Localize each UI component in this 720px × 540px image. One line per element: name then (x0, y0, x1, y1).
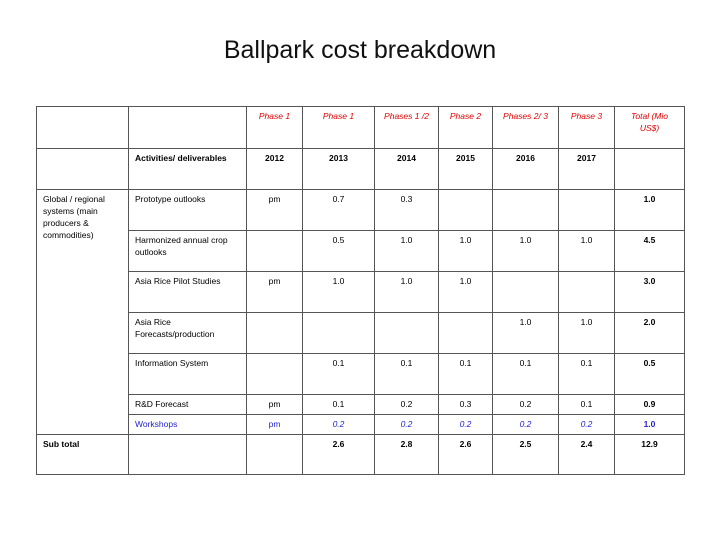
value-cell: 0.2 (439, 415, 493, 435)
value-cell: 0.2 (493, 395, 559, 415)
value-cell: 1.0 (303, 272, 375, 313)
subtotal-cell (247, 435, 303, 475)
value-cell: 0.1 (493, 354, 559, 395)
phase-header: Phases 2/ 3 (493, 107, 559, 149)
subtotal-cell: 2.4 (559, 435, 615, 475)
value-cell (559, 272, 615, 313)
value-cell: 0.1 (375, 354, 439, 395)
year-header: 2016 (493, 149, 559, 190)
activities-header: Activities/ deliverables (129, 149, 247, 190)
value-cell (493, 272, 559, 313)
subtotal-cell: 2.8 (375, 435, 439, 475)
value-cell: 0.1 (303, 395, 375, 415)
year-header: 2014 (375, 149, 439, 190)
table-row (37, 231, 685, 272)
phase-header-row (37, 107, 685, 149)
value-cell: pm (247, 190, 303, 231)
subtotal-total-cell: 12.9 (615, 435, 685, 475)
total-cell: 0.9 (615, 395, 685, 415)
total-cell: 1.0 (615, 415, 685, 435)
phase-header: Phase 1 (303, 107, 375, 149)
activity-cell: R&D Forecast (129, 395, 247, 415)
value-cell: pm (247, 395, 303, 415)
value-cell: 0.2 (303, 415, 375, 435)
value-cell: 1.0 (439, 272, 493, 313)
empty-cell (37, 107, 129, 149)
phase-header: Phase 1 (247, 107, 303, 149)
year-header (615, 149, 685, 190)
total-cell: 0.5 (615, 354, 685, 395)
phase-header: Phase 3 (559, 107, 615, 149)
activity-cell: Prototype outlooks (129, 190, 247, 231)
value-cell: 0.5 (303, 231, 375, 272)
value-cell: 0.2 (375, 415, 439, 435)
value-cell: 1.0 (559, 231, 615, 272)
total-header: Total (Mio US$) (615, 107, 685, 149)
value-cell: 0.3 (375, 190, 439, 231)
value-cell: 0.2 (375, 395, 439, 415)
activity-cell: Asia Rice Forecasts/production (129, 313, 247, 354)
value-cell: 0.7 (303, 190, 375, 231)
phase-header: Phases 1 /2 (375, 107, 439, 149)
year-header: 2017 (559, 149, 615, 190)
table-row (37, 190, 685, 231)
value-cell (559, 190, 615, 231)
table-row (37, 415, 685, 435)
value-cell (439, 313, 493, 354)
year-header: 2012 (247, 149, 303, 190)
value-cell: 0.2 (493, 415, 559, 435)
value-cell: 1.0 (375, 272, 439, 313)
activity-cell: Asia Rice Pilot Studies (129, 272, 247, 313)
activity-cell: Information System (129, 354, 247, 395)
value-cell: 1.0 (375, 231, 439, 272)
subtotal-cell: 2.6 (303, 435, 375, 475)
table-row (37, 313, 685, 354)
value-cell (247, 313, 303, 354)
empty-cell (37, 149, 129, 190)
value-cell (439, 190, 493, 231)
value-cell (493, 190, 559, 231)
value-cell: 1.0 (559, 313, 615, 354)
subtotal-label: Sub total (37, 435, 129, 475)
empty-cell (129, 435, 247, 475)
value-cell: pm (247, 415, 303, 435)
activity-cell: Harmonized annual crop outlooks (129, 231, 247, 272)
value-cell: 1.0 (493, 313, 559, 354)
value-cell: 1.0 (493, 231, 559, 272)
value-cell: 0.3 (439, 395, 493, 415)
total-cell: 3.0 (615, 272, 685, 313)
value-cell (247, 231, 303, 272)
value-cell: 0.1 (559, 354, 615, 395)
value-cell (375, 313, 439, 354)
table-row (37, 395, 685, 415)
value-cell: pm (247, 272, 303, 313)
value-cell: 0.1 (303, 354, 375, 395)
total-cell: 1.0 (615, 190, 685, 231)
page-title: Ballpark cost breakdown (223, 36, 497, 64)
table-row (37, 354, 685, 395)
group-label: Global / regional systems (main producers & commodities) (37, 190, 129, 435)
subtotal-cell: 2.5 (493, 435, 559, 475)
total-cell: 2.0 (615, 313, 685, 354)
value-cell: 0.2 (559, 415, 615, 435)
value-cell: 0.1 (559, 395, 615, 415)
value-cell (247, 354, 303, 395)
value-cell: 1.0 (439, 231, 493, 272)
year-header: 2013 (303, 149, 375, 190)
subtotal-cell: 2.6 (439, 435, 493, 475)
activity-cell: Workshops (129, 415, 247, 435)
cost-table (36, 106, 685, 475)
year-header-row (37, 149, 685, 190)
subtotal-row (37, 435, 685, 475)
value-cell: 0.1 (439, 354, 493, 395)
table-row (37, 272, 685, 313)
value-cell (303, 313, 375, 354)
phase-header: Phase 2 (439, 107, 493, 149)
empty-cell (129, 107, 247, 149)
year-header: 2015 (439, 149, 493, 190)
total-cell: 4.5 (615, 231, 685, 272)
